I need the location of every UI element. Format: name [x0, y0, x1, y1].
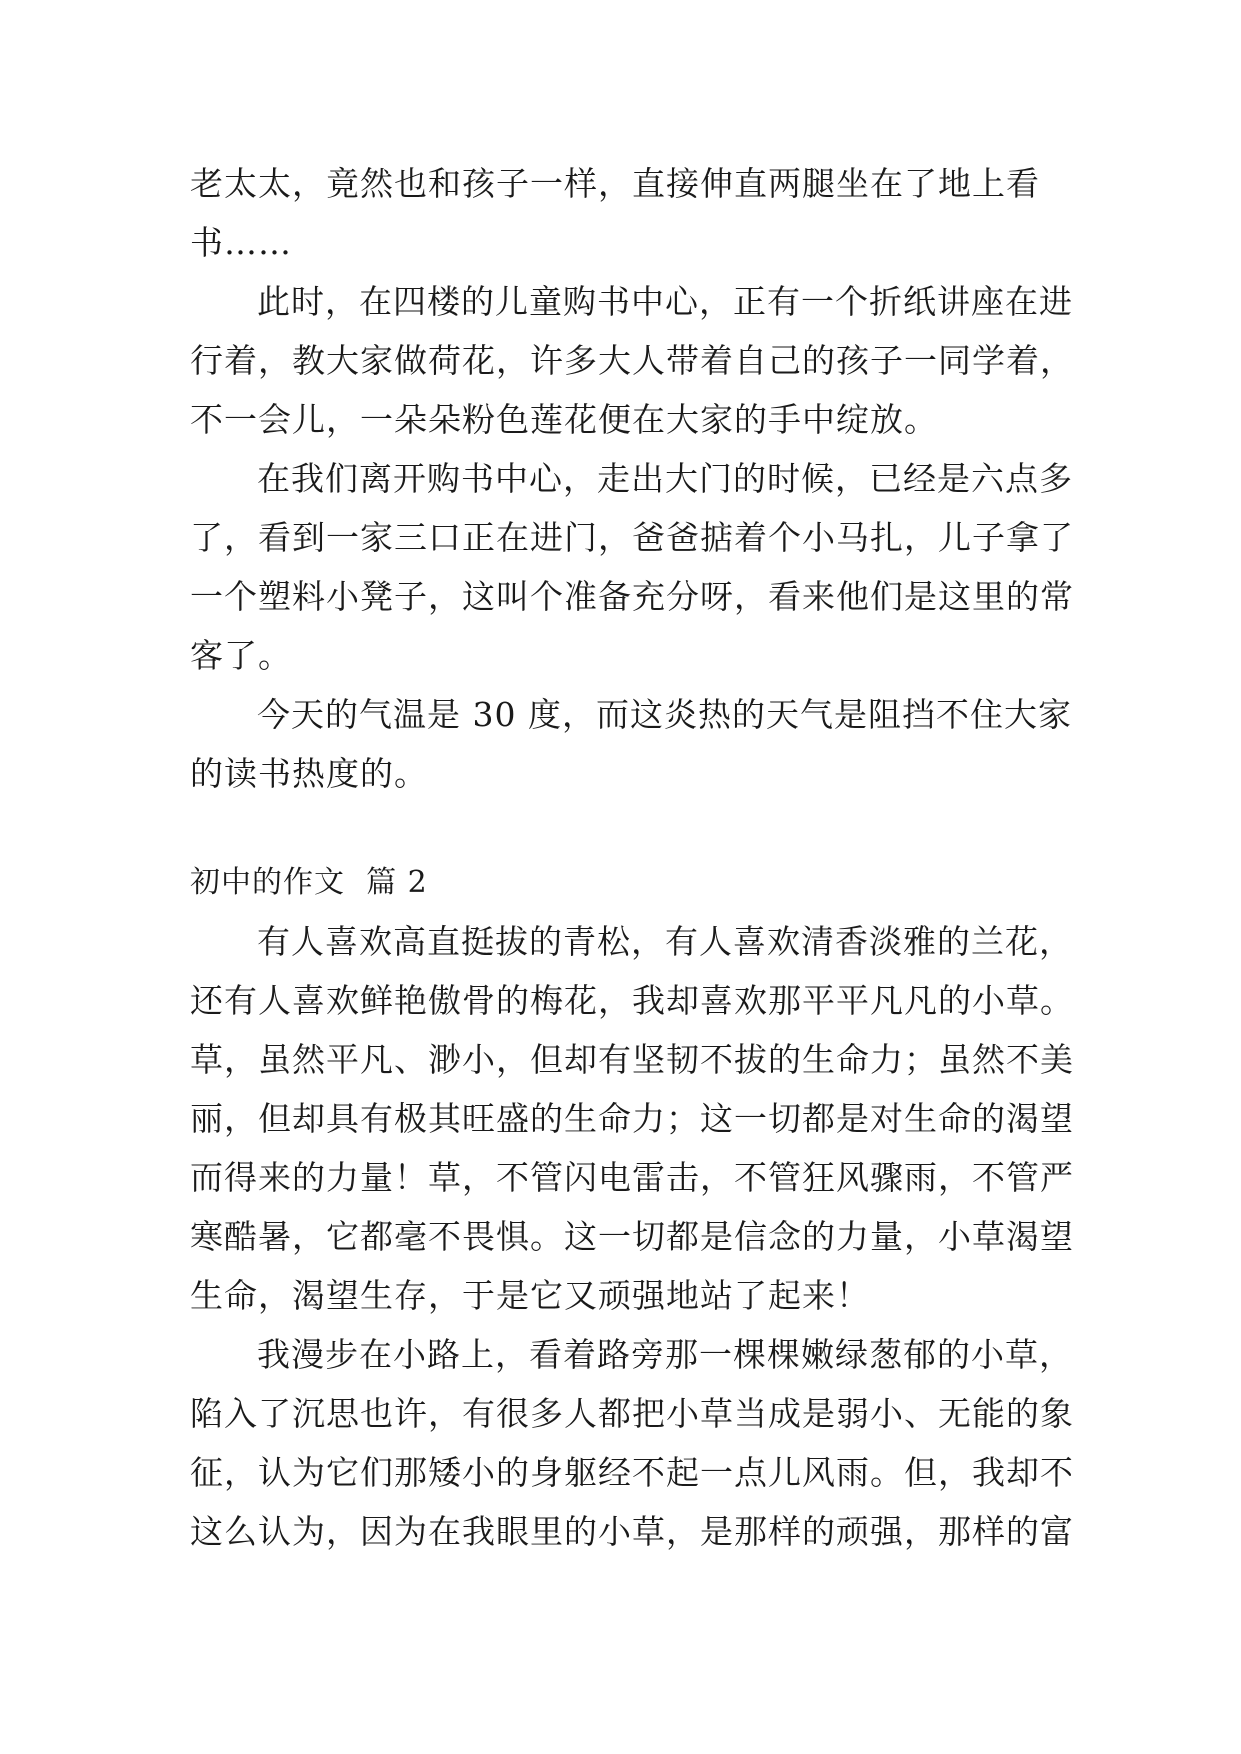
- text-line: 草，虽然平凡、渺小，但却有坚韧不拔的生命力；虽然不美: [190, 1040, 1074, 1079]
- text-line: 行着，教大家做荷花，许多大人带着自己的孩子一同学着，: [190, 341, 1074, 380]
- text-line: 征，认为它们那矮小的身躯经不起一点儿风雨。但，我却不: [190, 1453, 1074, 1492]
- text-line: 而得来的力量！草，不管闪电雷击，不管狂风骤雨，不管严: [190, 1158, 1074, 1197]
- text-line: 老太太，竟然也和孩子一样，直接伸直两腿坐在了地上看: [190, 164, 1040, 203]
- text-line: 丽，但却具有极其旺盛的生命力；这一切都是对生命的渴望: [190, 1099, 1074, 1138]
- text-line: 这么认为，因为在我眼里的小草，是那样的顽强，那样的富: [190, 1512, 1074, 1551]
- text-line: 生命，渴望生存，于是它又顽强地站了起来！: [190, 1276, 870, 1315]
- text-line: 此时，在四楼的儿童购书中心，正有一个折纸讲座在进: [257, 282, 1073, 321]
- text-line: 一个塑料小凳子，这叫个准备充分呀，看来他们是这里的常: [190, 577, 1074, 616]
- text-line: 寒酷暑，它都毫不畏惧。这一切都是信念的力量，小草渴望: [190, 1217, 1074, 1256]
- text-line: 有人喜欢高直挺拔的青松，有人喜欢清香淡雅的兰花，: [257, 922, 1073, 961]
- text-line: 今天的气温是 30 度，而这炎热的天气是阻挡不住大家: [257, 695, 1072, 734]
- text-line: 还有人喜欢鲜艳傲骨的梅花，我却喜欢那平平凡凡的小草。: [190, 981, 1074, 1020]
- text-line: 了，看到一家三口正在进门，爸爸掂着个小马扎，儿子拿了: [190, 518, 1074, 557]
- text-line: 书……: [190, 223, 292, 262]
- text-line: 客了。: [190, 636, 292, 675]
- text-line: 在我们离开购书中心，走出大门的时候，已经是六点多: [257, 459, 1073, 498]
- section-heading: 初中的作文 篇 2: [190, 865, 428, 900]
- text-line: 不一会儿，一朵朵粉色莲花便在大家的手中绽放。: [190, 400, 938, 439]
- text-line: 的读书热度的。: [190, 754, 428, 793]
- text-line: 我漫步在小路上，看着路旁那一棵棵嫩绿葱郁的小草，: [257, 1335, 1073, 1374]
- text-line: 陷入了沉思也许，有很多人都把小草当成是弱小、无能的象: [190, 1394, 1074, 1433]
